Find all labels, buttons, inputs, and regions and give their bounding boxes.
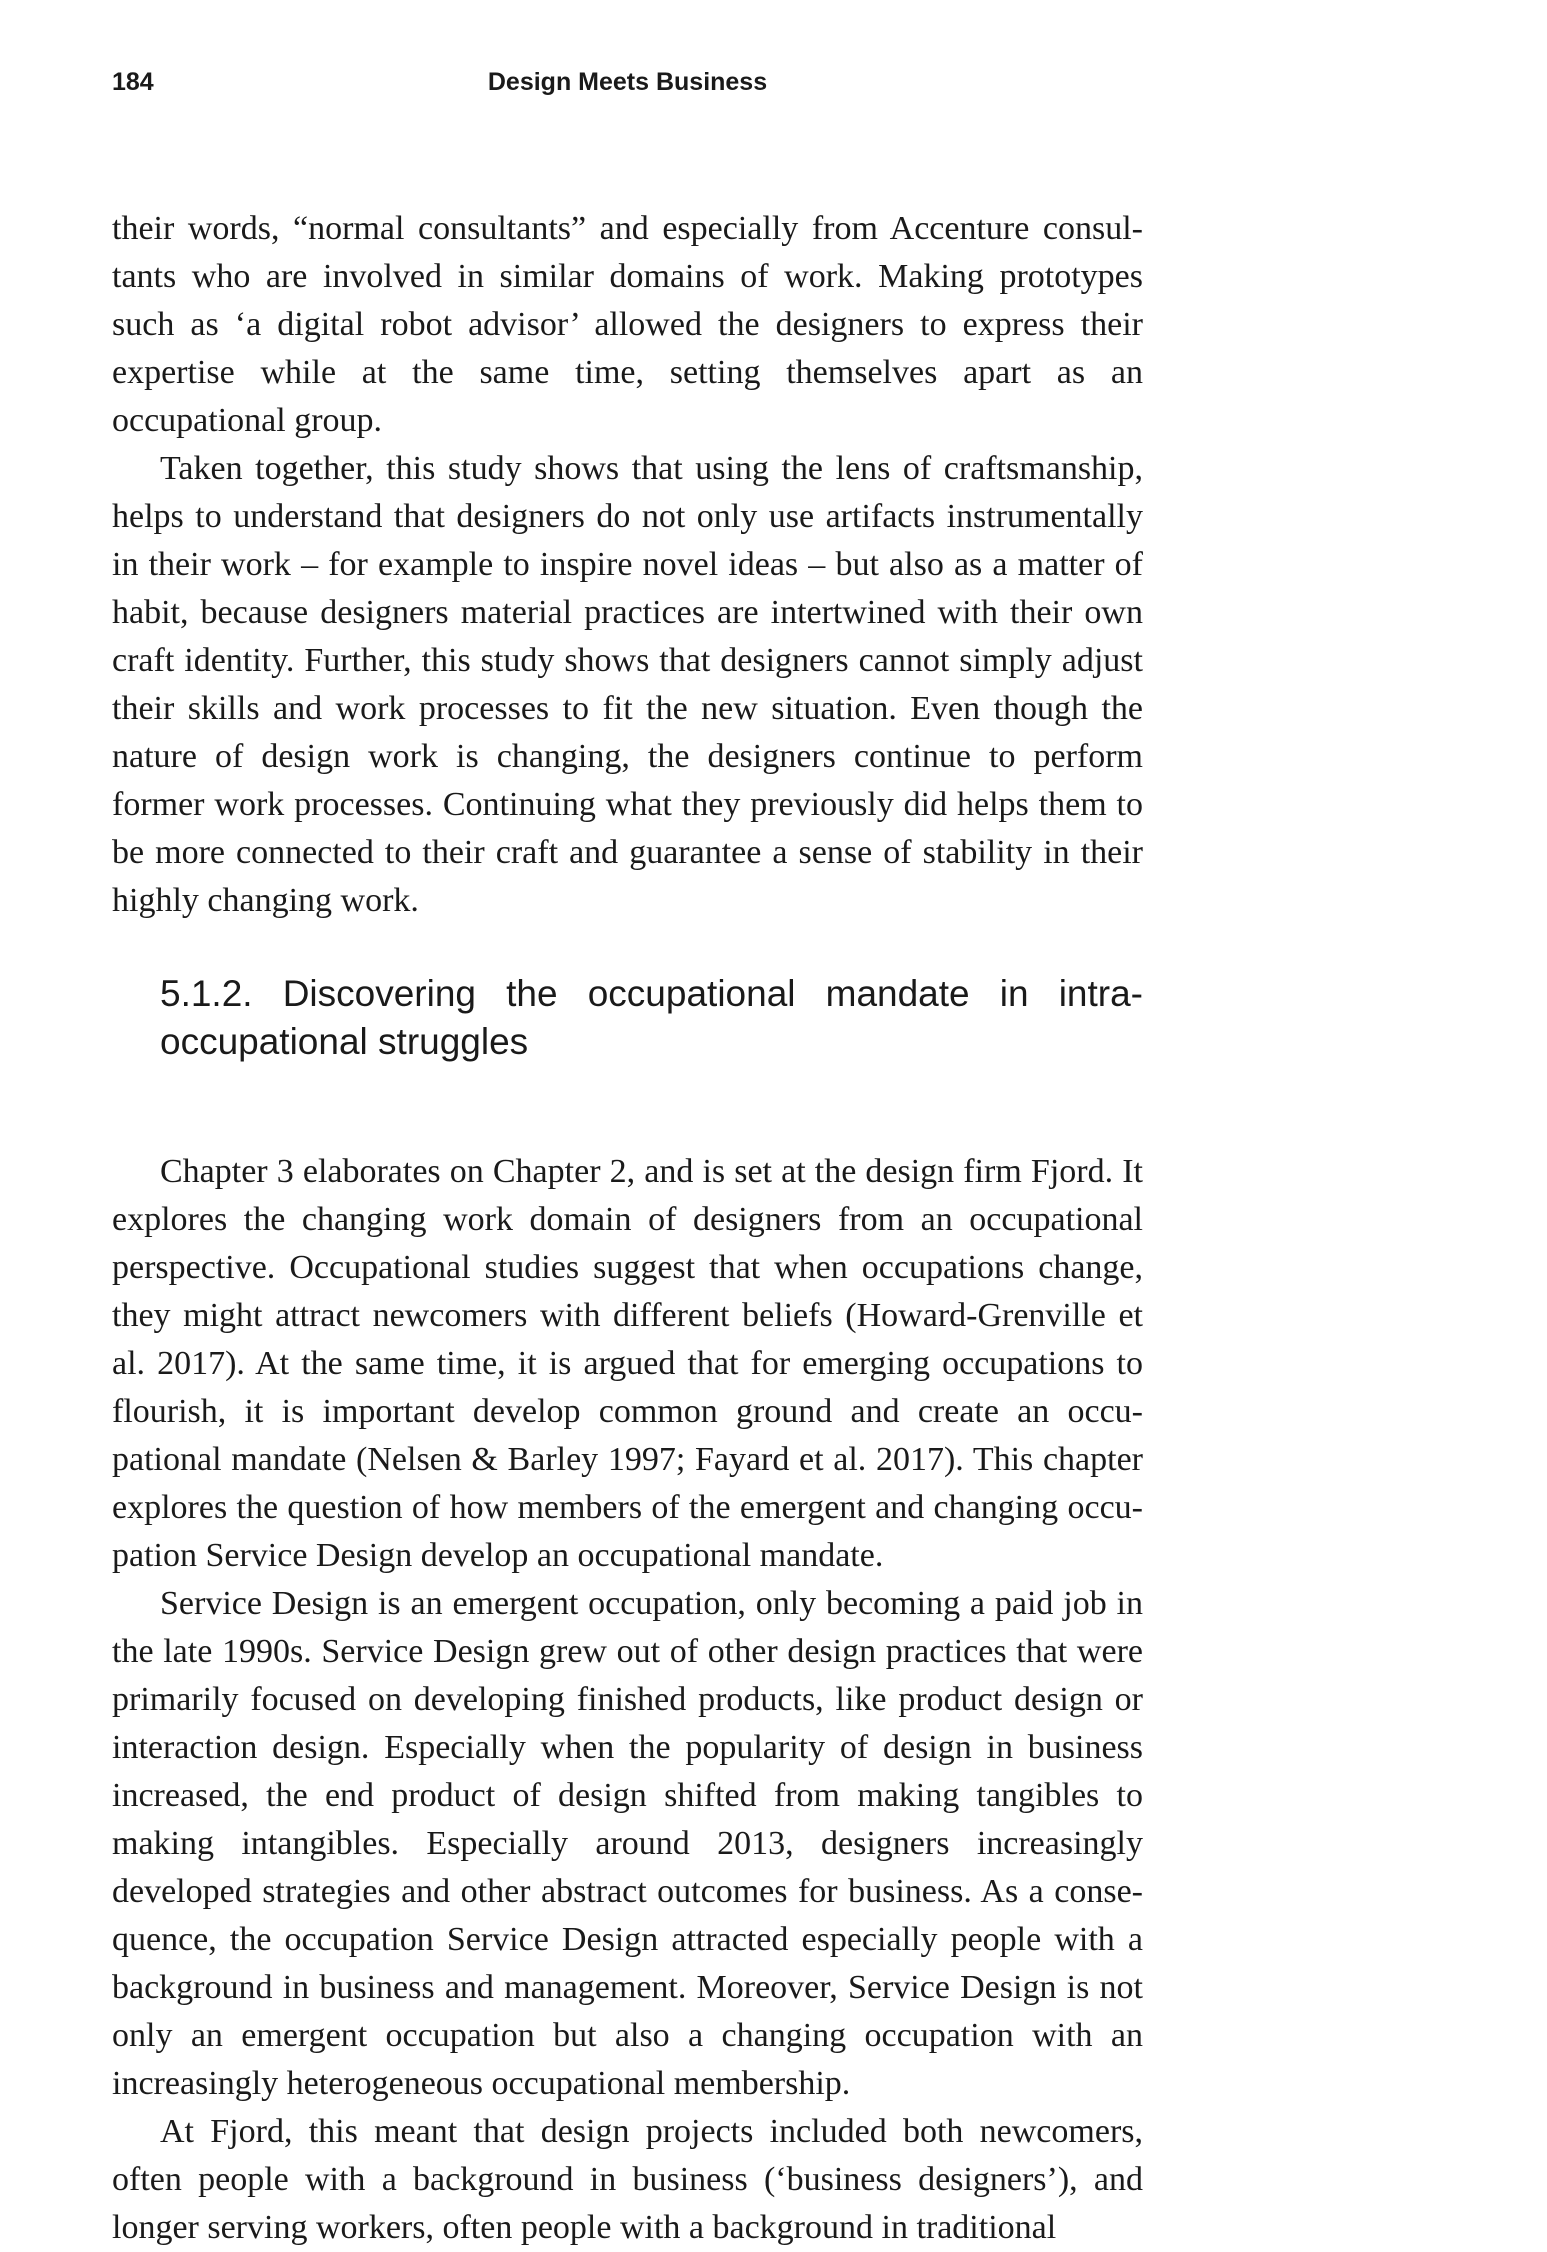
paragraph-continuation: their words, “normal consultants” and especially from Accenture consultants who are involved in similar domains of work. Making prototypes such as ‘a digital robot advisor’ allowed the designers to express their expertise while at the same time, setting themselves apart as an occupational group.	[112, 210, 1143, 439]
paragraph-fjord-projects: At Fjord, this meant that design projects included both newcomers, often people with a background in business (‘business designers’), and longer serving workers, often people with a background in traditional	[112, 2113, 1143, 2246]
section-heading: 5.1.2. Discovering the occupational mandate in intra-occupational struggles	[160, 973, 1143, 1062]
page-body	[112, 205, 1143, 2252]
paragraph-service-design: Service Design is an emergent occupation, only becoming a paid job in the late 1990s. Service Design grew out of other design practices that were primarily focused on developing finished products, like product design or interaction design. Especially when the popularity of design in business increased, the end product of design shifted from making tangibles to making intangibles. Especially around 2013, designers increasingly developed strategies and other abstract outcomes for business. As a consequence, the occupation Service Design attracted especially people with a background in business and management. Moreover, Service Design is not only an emergent occupation but also a changing occupation with an increasingly heterogeneous occupational membership.	[112, 1585, 1143, 2102]
page-header	[112, 68, 1143, 104]
paragraph-chapter-3-intro: Chapter 3 elaborates on Chapter 2, and is set at the design firm Fjord. It explores the changing work domain of designers from an occupational perspective. Occupational studies suggest that when occupations change, they might attract newcomers with different beliefs (Howard-Grenville et al. 2017). At the same time, it is argued that for emerging occupations to flourish, it is important develop common ground and create an occupational mandate (Nelsen & Barley 1997; Fayard et al. 2017). This chapter explores the question of how members of the emergent and changing occupation Service Design develop an occupational mandate.	[112, 1153, 1143, 1574]
running-title: Design Meets Business	[487, 68, 768, 96]
paragraph-craftsmanship-summary: Taken together, this study shows that using the lens of craftsmanship, helps to understand that designers do not only use artifacts instrumentally in their work – for example to inspire novel ideas – but also as a matter of habit, because designers material practices are intertwined with their own craft identity. Further, this study shows that designers cannot simply adjust their skills and work processes to fit the new situation. Even though the nature of design work is changing, the designers continue to perform former work processes. Continuing what they previously did helps them to be more connected to their craft and guarantee a sense of stability in their highly changing work.	[112, 450, 1143, 919]
page-number: 184	[112, 68, 154, 96]
